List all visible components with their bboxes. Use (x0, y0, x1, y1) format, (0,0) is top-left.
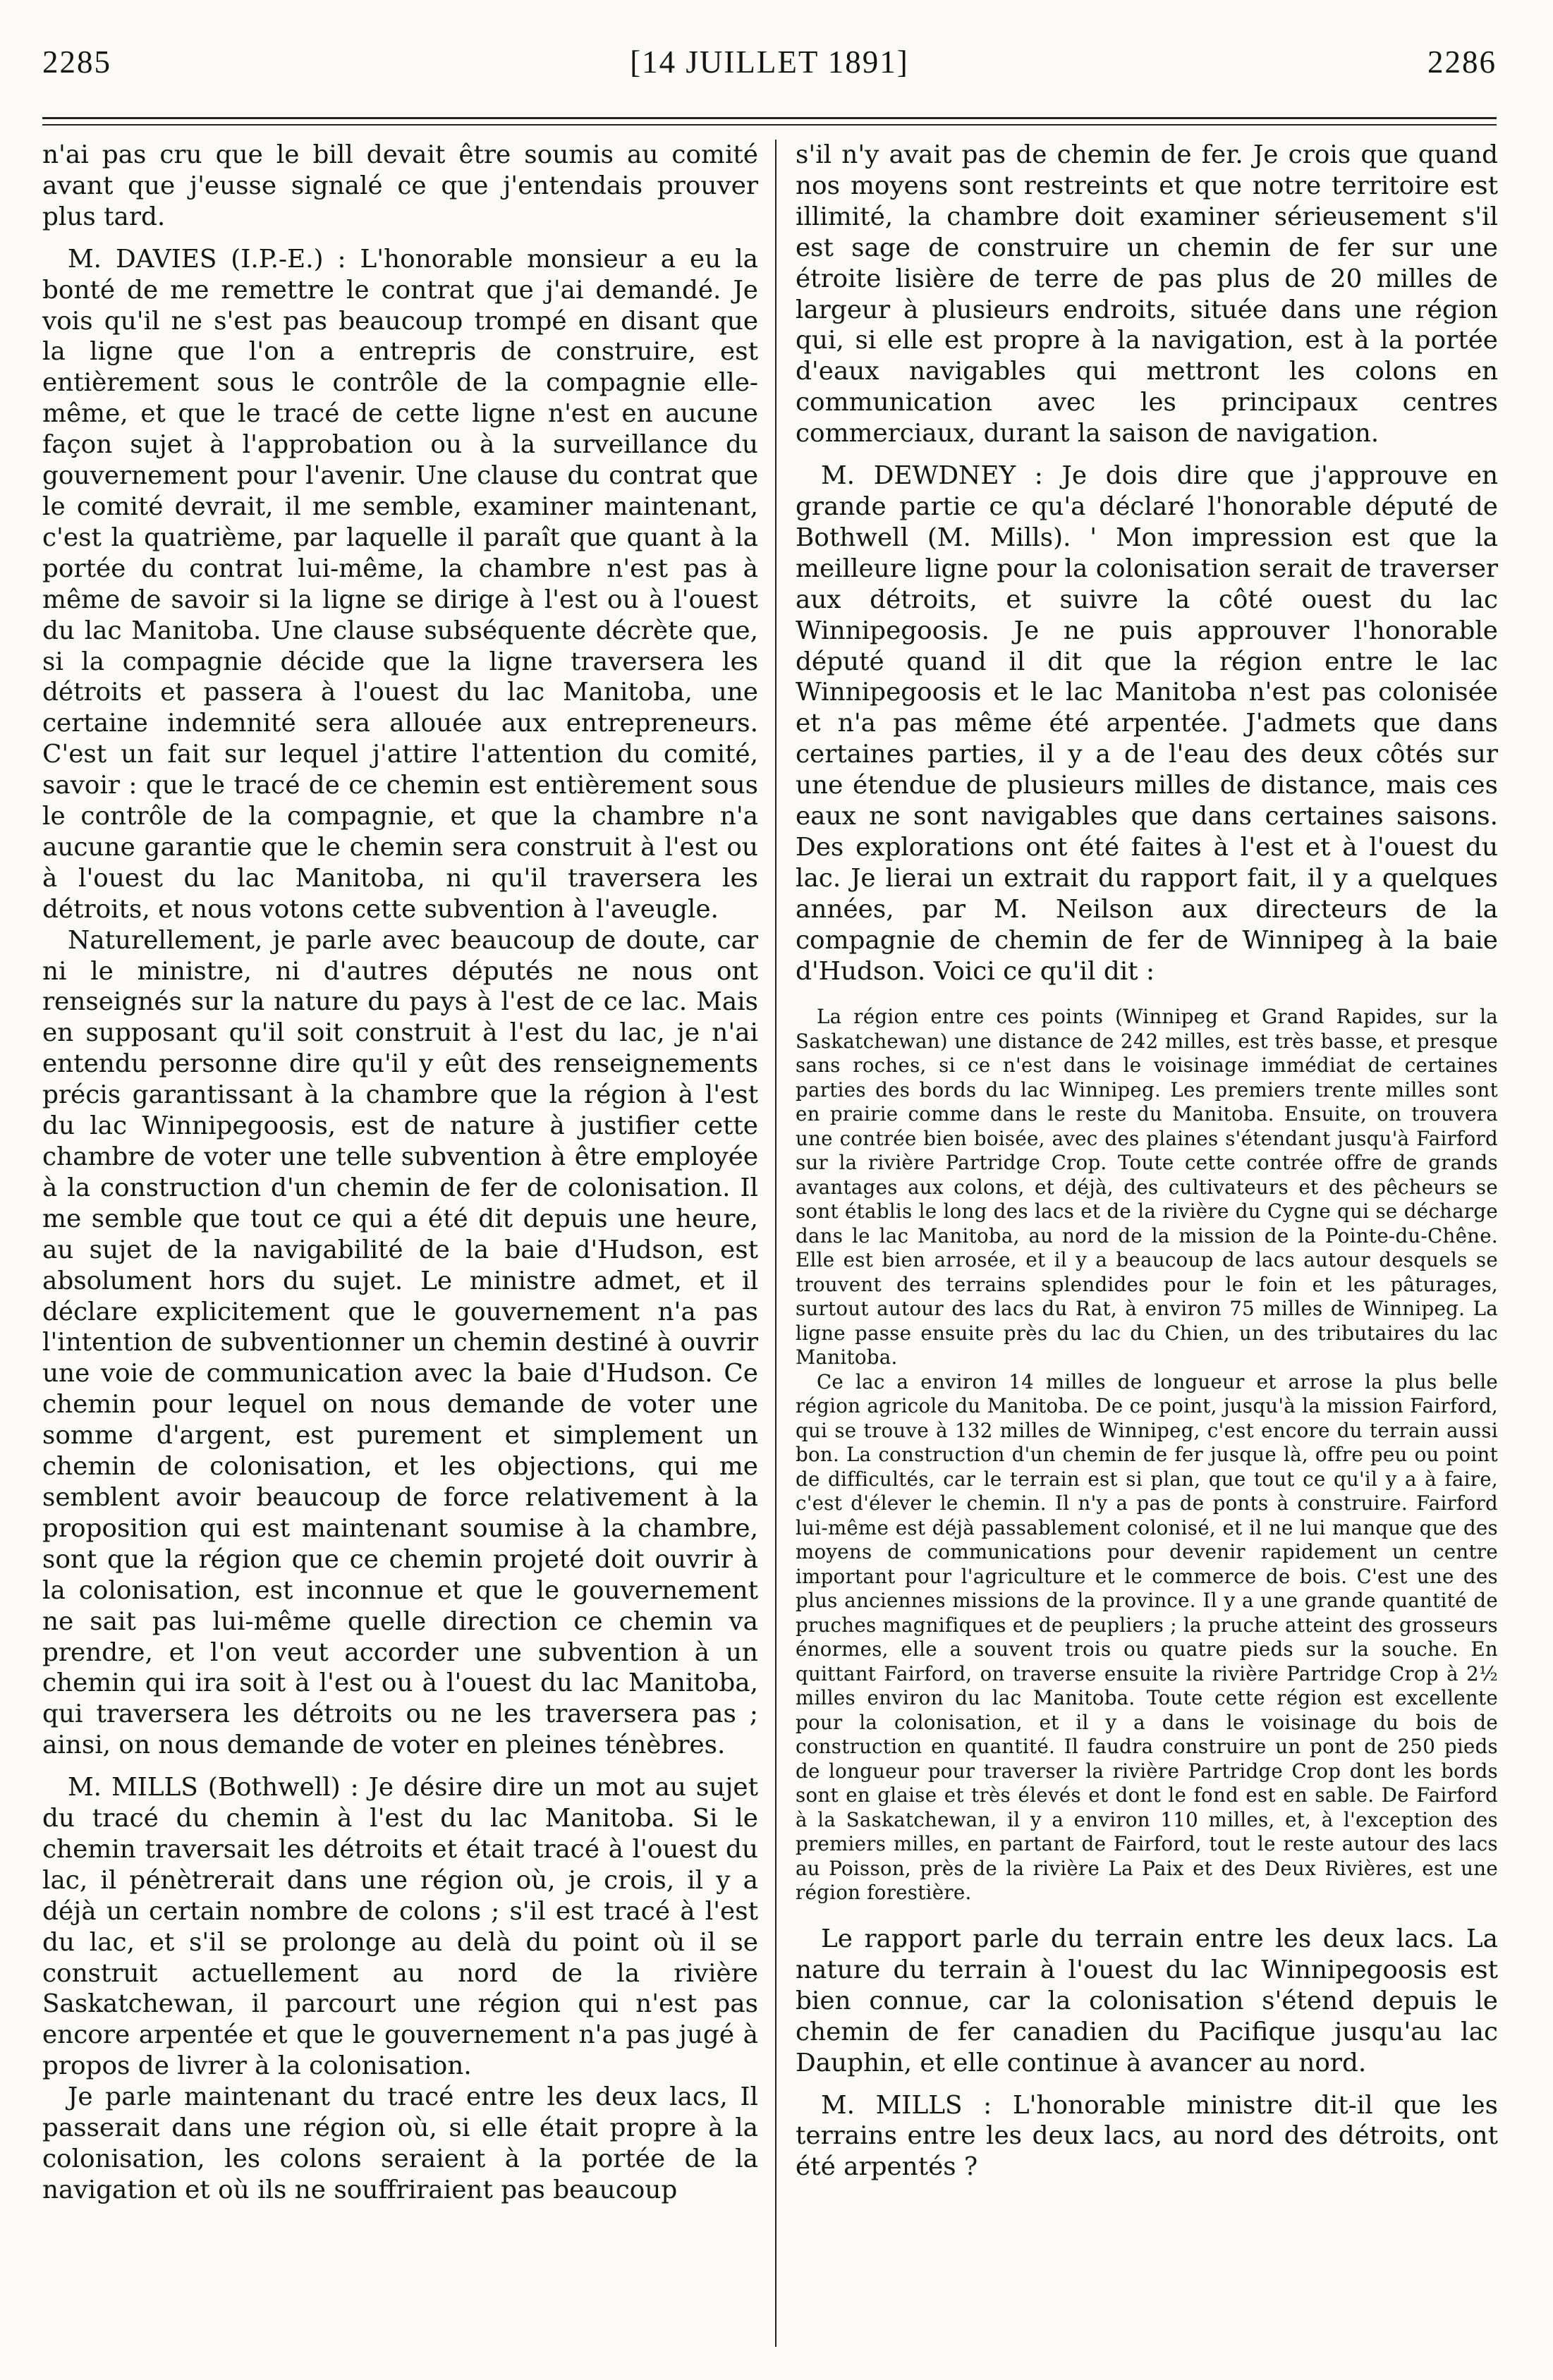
column-divider (775, 140, 776, 2347)
speaker-riding: (Bothwell) : (197, 1773, 369, 1802)
speech-text: : L'honorable ministre dit-il que les terrains entre les deux lacs, au nord des détroits, ont été arpentés ? (796, 2090, 1498, 2182)
speech-text: Je désire dire un mot au sujet du tracé du chemin à l'est du lac Manitoba. Si le chemin traversait les détroits et était tracé à l'ouest du lac, il pénètrerait dans une région où, je crois, il y a déjà un certain nombre de colons ; s'il est tracé à l'est du lac, et s'il se prolonge au delà du point où il se construit actuellement au nord de la rivière Saskatchewan, il parcourt une région qui n'est pas encore arpentée et que le gouvernement n'a pas jugé à propos de livrer à la colonisation. (42, 1773, 758, 2081)
speaker-name: M. MILLS (68, 1773, 198, 1802)
speech-mills (42, 1772, 758, 2082)
left-column (42, 140, 758, 2206)
speaker-riding: (I.P.-E.) : (217, 244, 360, 274)
right-column (796, 140, 1498, 2183)
header-rule-thin (42, 124, 1497, 126)
paragraph: s'il n'y avait pas de chemin de fer. Je crois que quand nos moyens sont restreints et que notre territoire est illimité, la chambre doit examiner sérieusement s'il est sage de construire un chemin de fer sur une étroite lisière de terre de pas plus de 20 milles de largeur à plusieurs endroits, située dans une région qui, si elle est propre à la navigation, est à la portée d'eaux navigables qui mettront les colons en communication avec les principaux centres commerciaux, durant la saison de navigation. (796, 140, 1498, 448)
speaker-name: M. DAVIES (68, 244, 217, 274)
page-date: [14 JUILLET 1891] (630, 44, 909, 80)
paragraph: Naturellement, je parle avec beaucoup de doute, car ni le ministre, ni d'autres députés ne nous ont renseignés sur la nature du pays à l'est de ce lac. Mais en supposant qu'il soit construit à l'est du lac, je n'ai entendu personne dire qu'il y eût des renseignements précis garantissant à la chambre que la région à l'est du lac Winnipegoosis, est de nature à justifier cette chambre de voter une telle subvention à être employée à la construction d'un chemin de fer de colonisation. Il me semble que tout ce qui a été dit depuis une heure, au sujet de la navigabilité de la baie d'Hudson, est absolument hors du sujet. Le ministre admet, et il déclare explicitement que le gouvernement n'a pas l'intention de subventionner un chemin destiné à ouvrir une voie de communication avec la baie d'Hudson. Ce chemin pour lequel on nous demande de voter une somme d'argent, est purement et simplement un chemin de colonisation, et les objections, qui me semblent avoir beaucoup de force relativement à la proposition qui est maintenant soumise à la chambre, sont que la région que ce chemin projeté doit ouvrir à la colonisation, est inconnue et que le gouvernement ne sait pas lui-même quelle direction ce chemin va prendre, et l'on veut accorder une subvention à un chemin qui ira soit à l'est ou à l'ouest du lac Manitoba, qui traversera les détroits ou ne les traversera pas ; ainsi, on nous demande de voter en pleines ténèbres. (42, 925, 758, 1760)
header-rule-thick (42, 117, 1497, 119)
page-number-right: 2286 (1427, 44, 1497, 80)
speaker-name: M. MILLS (821, 2090, 963, 2120)
speech-davies (42, 244, 758, 925)
paragraph: n'ai pas cru que le bill devait être soumis au comité avant que j'eusse signalé ce que j'entendais prouver plus tard. (42, 140, 758, 231)
report-quotation (796, 1005, 1498, 1905)
speech-dewdney (796, 460, 1498, 987)
quote-paragraph: Ce lac a environ 14 milles de longueur et arrose la plus belle région agricole du Manitoba. De ce point, jusqu'à la mission Fairford, qui se trouve à 132 milles de Winnipeg, c'est encore du terrain aussi bon. La construction d'un chemin de fer jusque là, offre peu ou point de difficultés, car le terrain est si plan, que tout ce qu'il y a à faire, c'est d'élever le chemin. Il n'y a pas de ponts à construire. Fairford lui-même est déjà passablement colonisé, et il ne lui manque que des moyens de communications pour devenir rapidement un centre important pour l'agriculture et le commerce de bois. C'est une des plus anciennes missions de la province. Il y a une grande quantité de pruches magnifiques et de peupliers ; la pruche atteint des grosseurs énormes, elle a souvent trois ou quatre pieds sur la souche. En quittant Fairford, on traverse ensuite la rivière Partridge Crop à 2½ milles environ du lac Manitoba. Toute cette région est excellente pour la colonisation, et il y a dans le voisinage du bois de construction en quantité. Il faudra construire un pont de 250 pieds de longueur pour traverser la rivière Partridge Crop dont les bords sont en glaise et très élevés et dont le fond est en sable. De Fairford à la Saskatchewan, il y a environ 110 milles, et, à l'exception des premiers milles, en partant de Fairford, tout le reste autour des lacs au Poisson, près de la rivière La Paix et des Deux Rivières, est une région forestière. (796, 1369, 1498, 1905)
paragraph: Le rapport parle du terrain entre les deux lacs. La nature du terrain à l'ouest du lac Winnipegoosis est bien connue, car la colonisation s'étend depuis le chemin de fer canadien du Pacifique jusqu'au lac Dauphin, et elle continue à avancer au nord. (796, 1924, 1498, 2077)
speech-mills (796, 2090, 1498, 2183)
speech-text: L'honorable monsieur a eu la bonté de me remettre le contrat que j'ai demandé. Je vois qu'il ne s'est pas beaucoup trompé en disant que la ligne que l'on a entrepris de construire, est entièrement sous le contrôle de la compagnie elle-même, et que le tracé de cette ligne n'est en aucune façon sujet à l'approbation ou à la surveillance du gouvernement pour l'avenir. Une clause du contrat que le comité devrait, il me semble, examiner maintenant, c'est la quatrième, par laquelle il paraît que quant à la portée du contrat lui-même, la chambre n'est pas à même de savoir si la ligne se dirige à l'est ou à l'ouest du lac Manitoba. Une clause subséquente décrète que, si la compagnie décide que la ligne traversera les détroits et passera à l'ouest du lac Manitoba, une certaine indemnité sera allouée aux entrepreneurs. C'est un fait sur lequel j'attire l'attention du comité, savoir : que le tracé de ce chemin est entièrement sous le contrôle de la compagnie, et que la chambre n'a aucune garantie que le chemin sera construit à l'est ou à l'ouest du lac Manitoba, ni qu'il traversera les détroits, et nous votons cette subvention à l'aveugle. (42, 244, 759, 924)
page-number-left: 2285 (42, 44, 111, 80)
speaker-name: M. DEWDNEY (821, 461, 1016, 491)
page-header (42, 44, 1497, 93)
quote-paragraph: La région entre ces points (Winnipeg et Grand Rapides, sur la Saskatchewan) une distance de 242 milles, est très basse, et presque sans roches, si ce n'est dans le voisinage immédiat de certaines parties des bords du lac Winnipeg. Les premiers trente milles sont en prairie comme dans le reste du Manitoba. Ensuite, on trouvera une contrée bien boisée, avec des plaines s'étendant jusqu'à Fairford sur la rivière Partridge Crop. Toute cette contrée offre de grands avantages aux colons, et déjà, des cultivateurs et des pêcheurs se sont établis le long des lacs et de la rivière du Cygne qui se décharge dans le lac Manitoba, au nord de la mission de la Pointe-du-Chêne. Elle est bien arrosée, et il y a beaucoup de lacs autour desquels se trouvent des terrains splendides pour le foin et les pâturages, surtout autour des lacs du Rat, à environ 75 milles de Winnipeg. La ligne passe ensuite près du lac du Chien, un des tributaires du lac Manitoba. (796, 1005, 1498, 1369)
speech-text: : Je dois dire que j'approuve en grande partie ce qu'a déclaré l'honorable député de Bothwell (M. Mills). ' Mon impression est que la meilleure ligne pour la colonisation serait de traverser aux détroits, et suivre la côté ouest du lac Winnipegoosis. Je ne puis approuver l'honorable député quand il dit que la région entre le lac Winnipegoosis et le lac Manitoba n'est pas colonisée et n'a pas même été arpentée. J'admets que dans certaines parties, il y a de l'eau des deux côtés sur une étendue de plusieurs milles de distance, mais ces eaux ne sont navigables que dans certaines saisons. Des explorations ont été faites à l'est et à l'ouest du lac. Je lierai un extrait du rapport fait, il y a quelques années, par M. Neilson aux directeurs de la compagnie de chemin de fer de Winnipeg à la baie d'Hudson. Voici ce qu'il dit : (796, 461, 1498, 986)
paragraph: Je parle maintenant du tracé entre les deux lacs, Il passerait dans une région où, si elle était propre à la colonisation, les colons seraient à la portée de la navigation et où ils ne souffriraient pas beaucoup (42, 2082, 758, 2204)
